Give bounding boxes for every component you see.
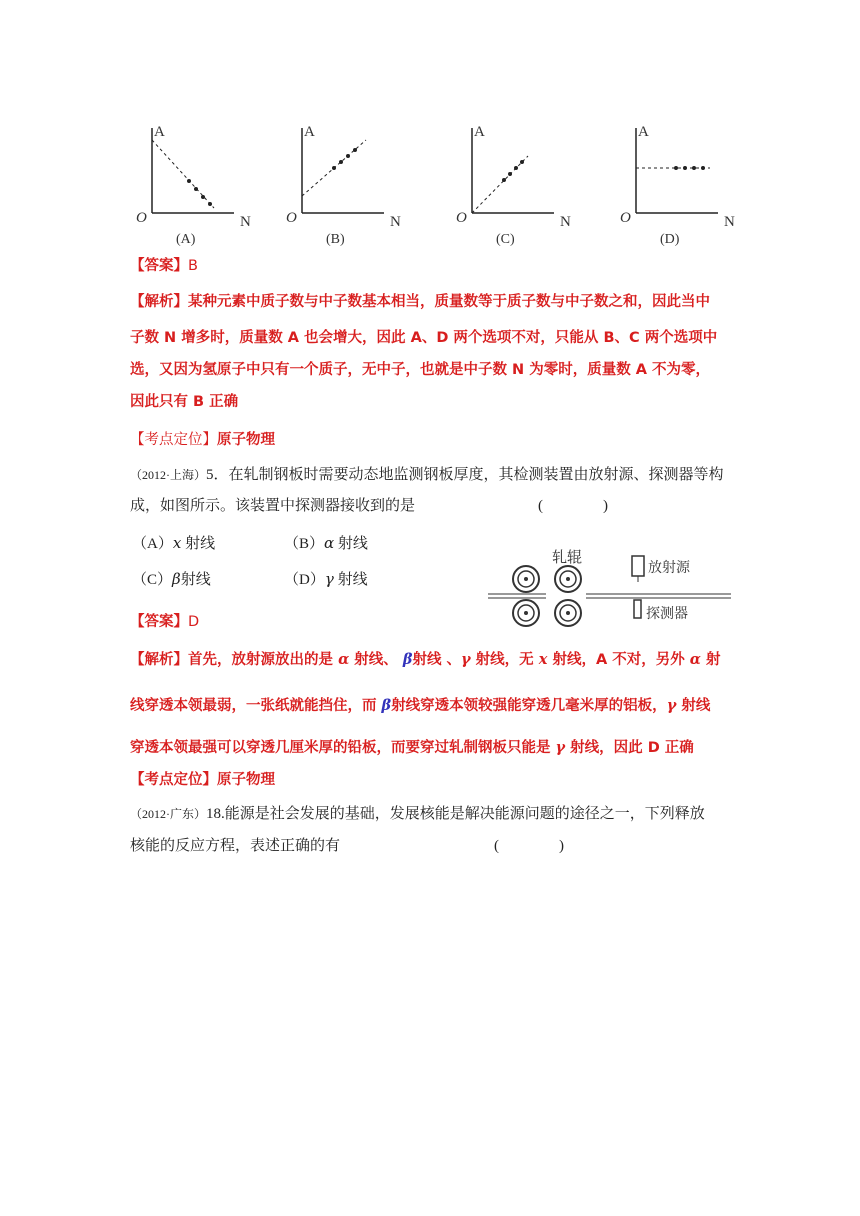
analysis-text: 射线 bbox=[676, 698, 711, 714]
y-axis-label: A bbox=[304, 124, 315, 140]
option-symbol: γ bbox=[324, 570, 334, 588]
point bbox=[201, 195, 205, 199]
answer-bracket: 【答案】 bbox=[130, 614, 188, 630]
q4-topic bbox=[130, 428, 275, 449]
analysis-text: 线穿透本领最弱，一张纸就能挡住，而 bbox=[130, 698, 382, 714]
option-label: （C） bbox=[132, 572, 173, 588]
option-symbol: β bbox=[172, 570, 181, 588]
point bbox=[187, 179, 191, 183]
rolling-mill-figure bbox=[486, 540, 736, 630]
answer-value: D bbox=[188, 614, 200, 630]
alpha-symbol: α bbox=[338, 651, 350, 668]
gamma-symbol: γ bbox=[555, 739, 566, 756]
analysis-text: 射线，A 不对，另外 bbox=[547, 652, 690, 668]
x-symbol: x bbox=[538, 651, 548, 668]
q5-answer-paren: ( ) bbox=[538, 498, 608, 514]
q18-stem-text-1: 18.能源是社会发展的基础，发展核能是解决能源问题的途径之一，下列释放 bbox=[206, 806, 705, 822]
q5-option-d bbox=[284, 568, 368, 589]
analysis-text: 首先，放射源放出的是 bbox=[188, 652, 339, 668]
analysis-text: 某种元素中质子数与中子数基本相当，质量数等于质子数与中子数之和，因此当中 bbox=[188, 294, 710, 310]
q5-option-c bbox=[132, 568, 211, 589]
q4-analysis-line-1 bbox=[130, 290, 710, 311]
option-label: （D） bbox=[284, 572, 325, 588]
trend-line bbox=[472, 156, 528, 213]
q5-analysis-line-2 bbox=[130, 694, 710, 715]
origin-label: O bbox=[456, 210, 467, 226]
q5-stem-text-1: 5．在轧制钢板时需要动态地监测钢板厚度，其检测装置由放射源、探测器等构 bbox=[206, 467, 724, 483]
analysis-text: 射线穿透本领较强能穿透几毫米厚的铝板， bbox=[391, 698, 667, 714]
roller-axle bbox=[524, 611, 528, 615]
graph-b-svg bbox=[284, 118, 414, 250]
q5-stem-line-2 bbox=[130, 494, 415, 515]
q5-option-b bbox=[284, 532, 368, 553]
x-axis-label: N bbox=[390, 214, 401, 230]
option-label: （B） bbox=[284, 536, 325, 552]
roller-axle bbox=[524, 577, 528, 581]
option-symbol: x bbox=[172, 534, 182, 552]
q18-source: （2012·广东） bbox=[130, 807, 206, 821]
answer-bracket: 【答案】 bbox=[130, 258, 188, 274]
q4-analysis-line-2: 子数 N 增多时，质量数 A 也会增大，因此 A、D 两个选项不对，只能从 B、C 两个选项中 bbox=[130, 330, 718, 346]
detector-box bbox=[634, 600, 641, 618]
analysis-text: 射线、 bbox=[349, 652, 403, 668]
q18-stem-text-2: 核能的反应方程，表述正确的有 bbox=[130, 838, 341, 854]
analysis-bracket: 【解析】 bbox=[130, 294, 188, 310]
roller-axle bbox=[566, 611, 570, 615]
x-axis-label: N bbox=[240, 214, 251, 230]
topic-value: 原子物理 bbox=[217, 772, 275, 788]
point bbox=[339, 160, 343, 164]
q4-answer bbox=[130, 254, 198, 275]
point bbox=[701, 166, 705, 170]
option-text: 射线 bbox=[180, 572, 211, 588]
rolling-mill-svg bbox=[486, 540, 736, 630]
q5-stem-line-1 bbox=[130, 463, 724, 484]
q18-answer-paren: ( ) bbox=[494, 838, 564, 854]
q5-analysis-line-3 bbox=[130, 736, 694, 757]
q4-analysis-line-4: 因此只有 B 正确 bbox=[130, 394, 239, 410]
analysis-text: 射线，无 bbox=[470, 652, 539, 668]
topic-bracket: 【考点定位】 bbox=[130, 772, 217, 788]
graph-b bbox=[284, 118, 414, 250]
roller-axle bbox=[566, 577, 570, 581]
alpha-symbol: α bbox=[689, 651, 701, 668]
x-axis-label: N bbox=[724, 214, 735, 230]
option-text: 射线 bbox=[334, 536, 368, 552]
gamma-symbol: γ bbox=[666, 697, 677, 714]
point bbox=[208, 202, 212, 206]
analysis-text: 射线 、 bbox=[412, 652, 462, 668]
graph-a-svg bbox=[134, 118, 264, 250]
point bbox=[194, 187, 198, 191]
point bbox=[508, 172, 512, 176]
q18-stem-line-2 bbox=[130, 834, 340, 855]
beta-symbol: β bbox=[381, 697, 392, 714]
detector-label: 探测器 bbox=[646, 606, 688, 622]
option-label: （A） bbox=[132, 536, 173, 552]
q5-option-a bbox=[132, 532, 215, 553]
q5-topic bbox=[130, 768, 275, 789]
origin-label: O bbox=[286, 210, 297, 226]
point bbox=[674, 166, 678, 170]
source-box bbox=[632, 556, 644, 576]
q5-answer bbox=[130, 610, 199, 631]
source-label: 放射源 bbox=[648, 560, 690, 576]
x-axis-label: N bbox=[560, 214, 571, 230]
q5-analysis-line-1 bbox=[130, 648, 721, 669]
y-axis-label: A bbox=[154, 124, 165, 140]
point bbox=[514, 166, 518, 170]
analysis-text: 穿透本领最强可以穿透几厘米厚的铅板，而要穿过轧制钢板只能是 bbox=[130, 740, 556, 756]
gamma-symbol: γ bbox=[461, 651, 471, 668]
topic-value: 原子物理 bbox=[217, 432, 275, 448]
option-text: 射线 bbox=[333, 572, 368, 588]
graph-caption: (B) bbox=[326, 232, 345, 247]
graph-d bbox=[618, 118, 748, 250]
topic-bracket: 【考点定位】 bbox=[130, 432, 217, 448]
graph-c-svg bbox=[454, 118, 584, 250]
q5-source: （2012·上海） bbox=[130, 468, 206, 482]
point bbox=[683, 166, 687, 170]
point bbox=[346, 154, 350, 158]
graph-caption: (D) bbox=[660, 232, 680, 247]
analysis-bracket: 【解析】 bbox=[130, 652, 188, 668]
origin-label: O bbox=[620, 210, 631, 226]
graph-c bbox=[454, 118, 584, 250]
graph-caption: (C) bbox=[496, 232, 515, 247]
beta-symbol: β bbox=[402, 651, 413, 668]
graph-a bbox=[134, 118, 264, 250]
y-axis-label: A bbox=[638, 124, 649, 140]
option-symbol: α bbox=[324, 534, 335, 552]
origin-label: O bbox=[136, 210, 147, 226]
q4-analysis-line-3: 选，又因为氢原子中只有一个质子，无中子，也就是中子数 N 为零时，质量数 A 不为零， bbox=[130, 362, 711, 378]
analysis-text: 射线，因此 D 正确 bbox=[565, 740, 694, 756]
y-axis-label: A bbox=[474, 124, 485, 140]
point bbox=[353, 148, 357, 152]
rollers-label: 轧辊 bbox=[552, 548, 583, 566]
graph-caption: (A) bbox=[176, 232, 196, 247]
point bbox=[520, 160, 524, 164]
q18-stem-line-1 bbox=[130, 802, 705, 823]
answer-value: B bbox=[188, 258, 198, 274]
option-text: 射线 bbox=[181, 536, 216, 552]
point bbox=[692, 166, 696, 170]
point bbox=[502, 178, 506, 182]
point bbox=[332, 166, 336, 170]
analysis-text: 射 bbox=[700, 652, 721, 668]
q5-stem-text-2: 成，如图所示。该装置中探测器接收到的是 bbox=[130, 498, 416, 514]
graph-d-svg bbox=[618, 118, 748, 250]
